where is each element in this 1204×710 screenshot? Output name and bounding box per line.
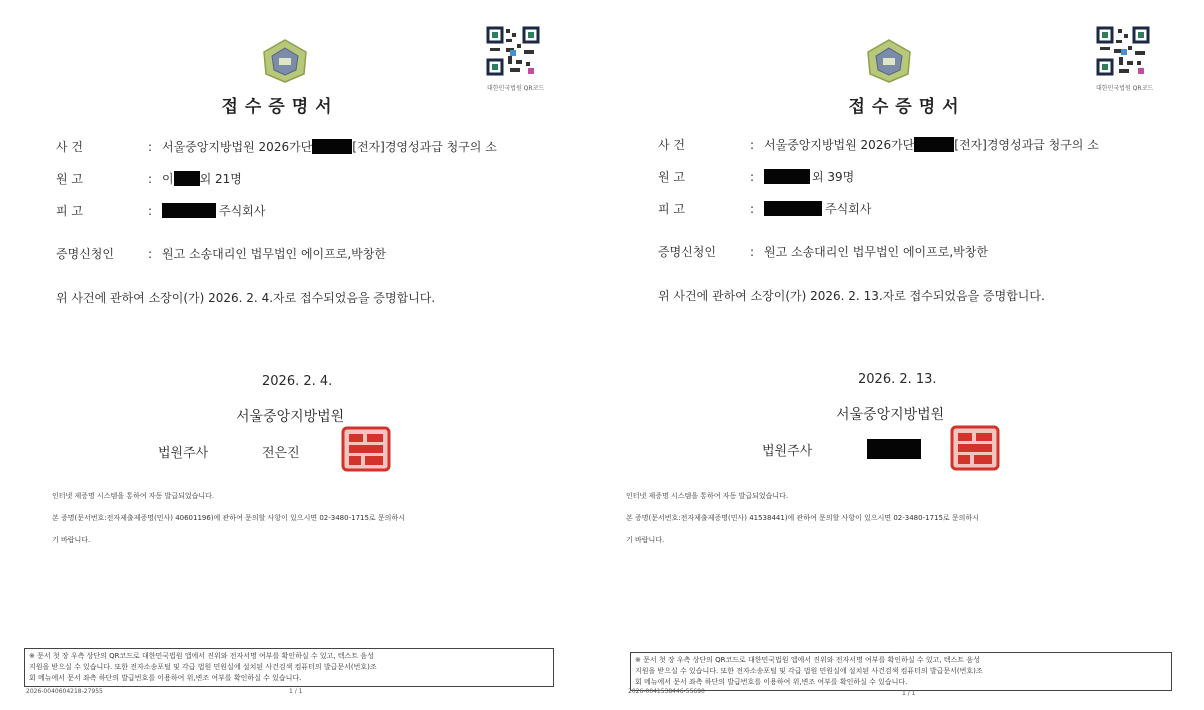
applicant-row xyxy=(56,245,386,262)
inquiry-note-end: 기 바랍니다. xyxy=(52,536,91,544)
inquiry-note: 본 증명(문서번호:전자제출제증명(민사) 40601196)에 관하여 문의할 사항이 있으시면 02-3480-1715로 문의하시 xyxy=(52,514,405,522)
defendant-suffix: 주식회사 xyxy=(825,202,872,216)
applicant-label: 증명신청인 xyxy=(658,245,716,259)
case-row xyxy=(56,138,497,155)
case-suffix: [전자]경영성과급 청구의 소 xyxy=(352,140,497,154)
case-colon: : xyxy=(148,139,153,154)
redaction-bar xyxy=(312,139,352,154)
applicant-value: 원고 소송대리인 법무법인 에이프로,박창한 xyxy=(162,247,386,261)
certification-statement: 위 사건에 관하여 소장이(가) 2026. 2. 13.자로 접수되었음을 증명합니다. xyxy=(658,289,1045,303)
qr-caption: 대한민국법원 QR코드 xyxy=(1096,85,1154,92)
case-row xyxy=(658,136,1099,153)
redaction-bar xyxy=(764,169,810,184)
certificate-page-2 xyxy=(602,0,1204,710)
court-name: 서울중앙지방법원 xyxy=(236,409,345,425)
court-seal-icon xyxy=(341,426,391,472)
officer-title: 법원주사 xyxy=(762,444,813,459)
verification-footer xyxy=(630,652,1172,691)
footer-line: 회 메뉴에서 문서 좌측 하단의 발급번호를 이용하여 위,변조 여부를 확인하실 수 있습니다. xyxy=(29,674,302,682)
page-number: 1 / 1 xyxy=(902,690,916,697)
document-title: 접수증명서 xyxy=(848,97,966,117)
issue-date: 2026. 2. 4. xyxy=(262,374,333,389)
applicant-colon: : xyxy=(750,244,755,259)
case-prefix: 서울중앙지방법원 2026가단 xyxy=(764,138,915,152)
case-suffix: [전자]경영성과급 청구의 소 xyxy=(954,138,1099,152)
court-seal-icon xyxy=(950,425,1000,471)
plaintiff-colon: : xyxy=(750,169,755,184)
court-name: 서울중앙지방법원 xyxy=(836,407,945,423)
qr-code-icon xyxy=(484,24,542,78)
plaintiff-suffix: 외 21명 xyxy=(199,172,242,186)
defendant-label: 피 고 xyxy=(658,202,685,216)
footer-line: ※ 문서 첫 장 우측 상단의 QR코드로 대한민국법원 앱에서 진위와 전자서명 여부를 확인하실 수 있고, 텍스트 음성 xyxy=(29,652,374,660)
applicant-colon: : xyxy=(148,246,153,261)
document-title: 접수증명서 xyxy=(221,97,339,117)
redaction-bar xyxy=(764,201,822,216)
footer-line: ※ 문서 첫 장 우측 상단의 QR코드로 대한민국법원 앱에서 진위와 전자서명 여부를 확인하실 수 있고, 텍스트 음성 xyxy=(635,656,980,664)
defendant-suffix: 주식회사 xyxy=(219,204,266,218)
footer-line: 회 메뉴에서 문서 좌측 하단의 발급번호를 이용하여 위,변조 여부를 확인하실 수 있습니다. xyxy=(635,678,908,686)
plaintiff-suffix: 외 39명 xyxy=(812,170,855,184)
applicant-label: 증명신청인 xyxy=(56,247,114,261)
document-number: 2026-0041538446-55690 xyxy=(628,688,705,695)
page-number: 1 / 1 xyxy=(289,688,303,695)
officer-name: 전은진 xyxy=(262,446,300,461)
issue-date: 2026. 2. 13. xyxy=(858,372,937,387)
redaction-bar xyxy=(174,171,200,186)
auto-issue-note: 인터넷 제증명 시스템을 통하여 자동 발급되었습니다. xyxy=(626,492,789,500)
case-prefix: 서울중앙지방법원 2026가단 xyxy=(162,140,313,154)
redaction-bar xyxy=(914,137,954,152)
verification-footer xyxy=(24,648,554,687)
defendant-colon: : xyxy=(750,201,755,216)
case-label: 사 건 xyxy=(56,140,83,154)
plaintiff-colon: : xyxy=(148,171,153,186)
defendant-colon: : xyxy=(148,203,153,218)
officer-title: 법원주사 xyxy=(158,446,209,461)
redaction-bar xyxy=(162,203,216,218)
inquiry-note: 본 증명(문서번호:전자제출제증명(민사) 41538441)에 관하여 문의할 사항이 있으시면 02-3480-1715로 문의하시 xyxy=(626,514,979,522)
court-emblem-icon xyxy=(862,38,916,84)
plaintiff-prefix: 이 xyxy=(162,172,174,186)
applicant-value: 원고 소송대리인 법무법인 에이프로,박창한 xyxy=(764,245,988,259)
plaintiff-label: 원 고 xyxy=(56,172,83,186)
footer-line: 지원을 받으실 수 있습니다. 또한 전자소송포털 및 각급 법원 민원실에 설치된 사건검색 컴퓨터의 발급문서(번호)조 xyxy=(29,663,377,671)
court-emblem-icon xyxy=(258,38,312,84)
defendant-label: 피 고 xyxy=(56,204,83,218)
plaintiff-row xyxy=(56,170,242,187)
defendant-row xyxy=(658,200,871,217)
auto-issue-note: 인터넷 제증명 시스템을 통하여 자동 발급되었습니다. xyxy=(52,492,215,500)
inquiry-note-end: 기 바랍니다. xyxy=(626,536,665,544)
qr-code-icon xyxy=(1094,24,1152,78)
plaintiff-row xyxy=(658,168,854,185)
footer-line: 지원을 받으실 수 있습니다. 또한 전자소송포털 및 각급 법원 민원실에 설치된 사건검색 컴퓨터의 발급문서(번호)조 xyxy=(635,667,983,675)
defendant-row xyxy=(56,202,265,219)
certification-statement: 위 사건에 관하여 소장이(가) 2026. 2. 4.자로 접수되었음을 증명합니다. xyxy=(56,291,436,305)
case-colon: : xyxy=(750,137,755,152)
plaintiff-label: 원 고 xyxy=(658,170,685,184)
redaction-bar xyxy=(867,439,921,459)
qr-caption: 대한민국법원 QR코드 xyxy=(487,85,545,92)
case-label: 사 건 xyxy=(658,138,685,152)
document-number: 2026-0040604218-27955 xyxy=(26,688,103,695)
applicant-row xyxy=(658,243,988,260)
